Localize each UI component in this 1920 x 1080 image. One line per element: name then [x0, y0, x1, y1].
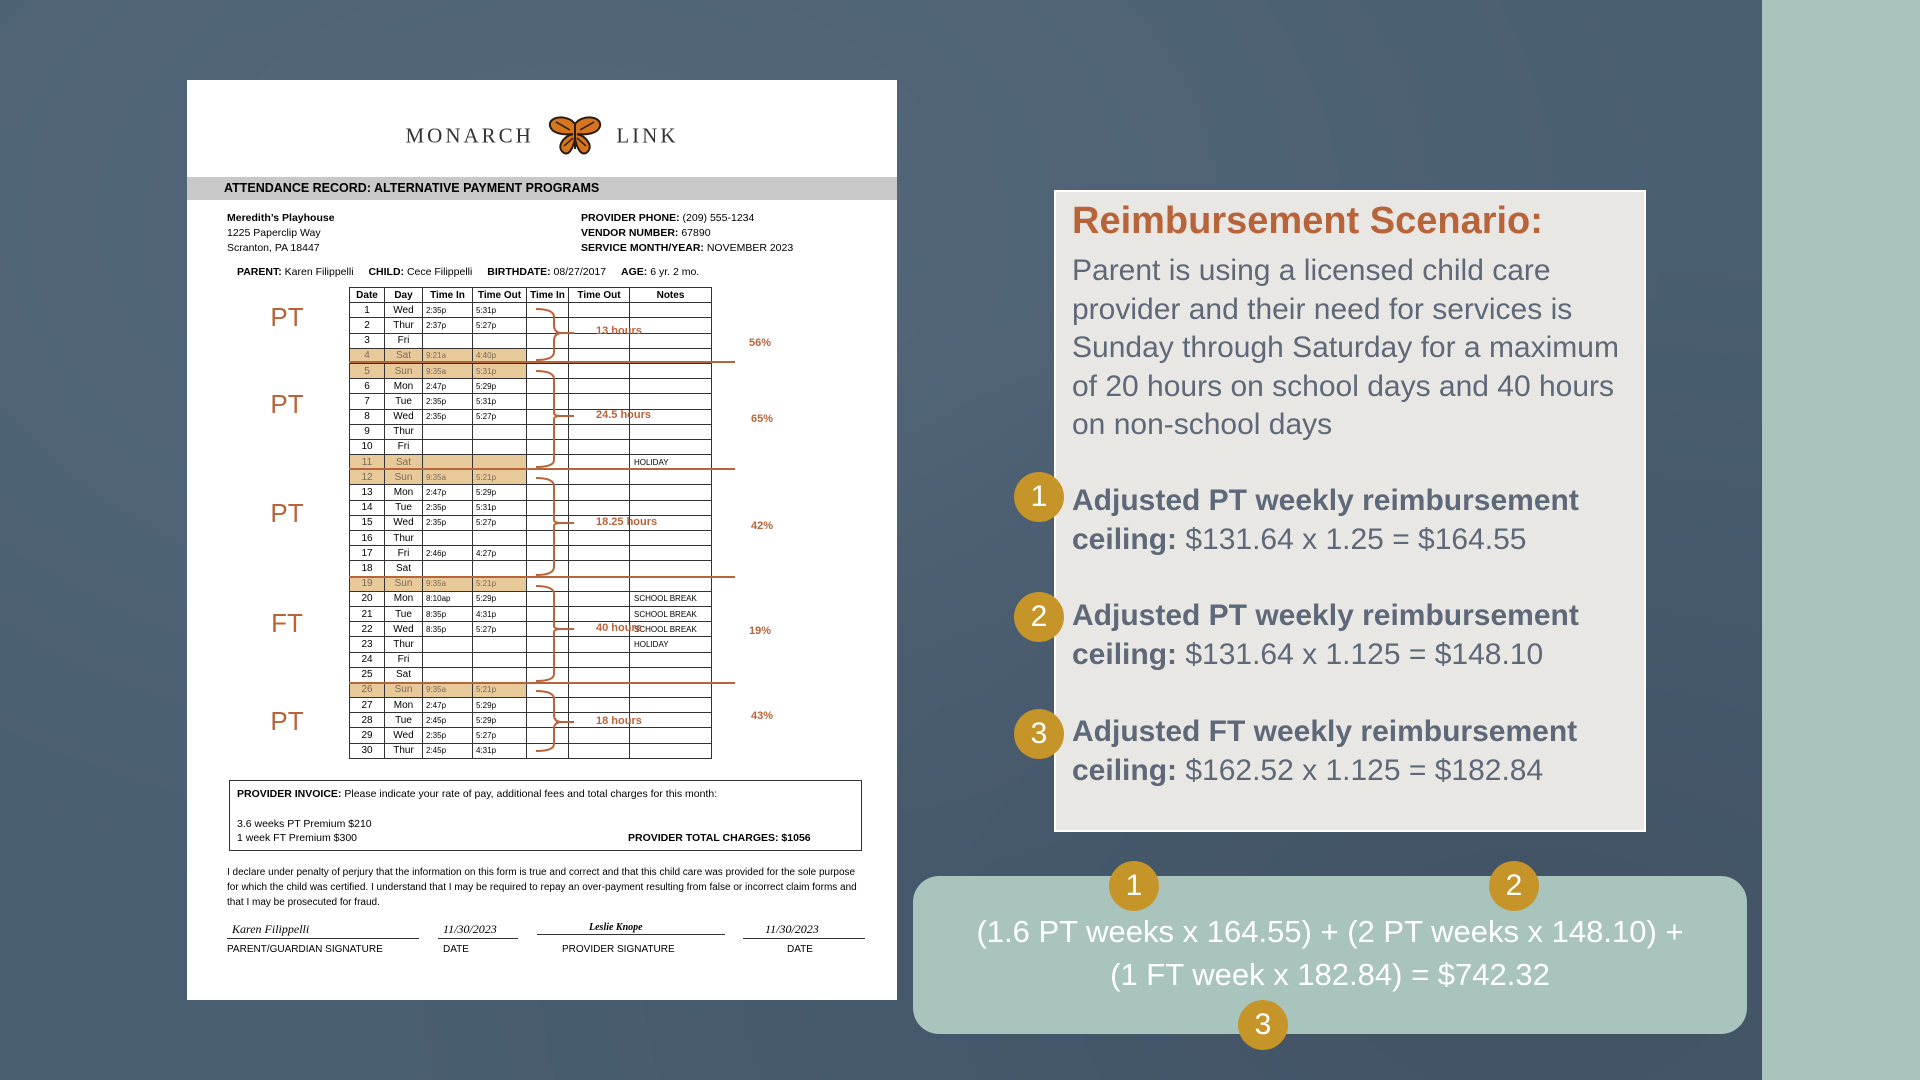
cell-in: 8:35p [423, 606, 473, 621]
cell-date: 3 [350, 333, 385, 348]
cell-out: 5:27p [473, 728, 527, 743]
cell-day: Wed [385, 728, 423, 743]
declaration-text: I declare under penalty of perjury that the information on this form is true and correct and that this child care was provided for the sole purpose for which the child was certified. I understand that I may be required to repay an over-payment resulting from false or incorrect claim forms and that I may be prosecuted for fraud. [227, 867, 857, 908]
cell-note [630, 470, 712, 485]
cell-date: 10 [350, 439, 385, 454]
cell-empty [527, 333, 569, 348]
cell-date: 8 [350, 409, 385, 424]
cell-in: 2:47p [423, 698, 473, 713]
cell-empty [527, 652, 569, 667]
cell-date: 28 [350, 713, 385, 728]
cell-empty [527, 500, 569, 515]
cell-day: Fri [385, 333, 423, 348]
cell-note: HOLIDAY [630, 637, 712, 652]
cell-day: Wed [385, 622, 423, 637]
cell-note [630, 379, 712, 394]
cell-empty [569, 606, 630, 621]
cell-in [423, 652, 473, 667]
cell-day: Tue [385, 394, 423, 409]
invoice-total: PROVIDER TOTAL CHARGES: $1056 [628, 832, 811, 844]
cell-in: 2:35p [423, 303, 473, 318]
table-row [350, 303, 712, 318]
cell-date: 27 [350, 698, 385, 713]
cell-date: 17 [350, 546, 385, 561]
cell-empty [527, 318, 569, 333]
cell-in: 9:35a [423, 682, 473, 697]
cell-empty [527, 424, 569, 439]
sig-caption: DATE [787, 944, 813, 955]
attendance-document [187, 80, 897, 1000]
column-header: Time Out [569, 288, 630, 303]
table-row [350, 728, 712, 743]
cell-empty [569, 698, 630, 713]
cell-day: Sun [385, 470, 423, 485]
cell-day: Thur [385, 531, 423, 546]
week-type-label: PT [270, 302, 304, 332]
cell-empty [527, 455, 569, 470]
table-row [350, 455, 712, 470]
cell-day: Thur [385, 318, 423, 333]
cell-out [473, 333, 527, 348]
cell-out [473, 424, 527, 439]
cell-day: Tue [385, 606, 423, 621]
week-type-label: PT [270, 498, 304, 528]
cell-in: 2:45p [423, 743, 473, 758]
cell-in [423, 424, 473, 439]
cell-empty [569, 546, 630, 561]
cell-out: 5:21p [473, 470, 527, 485]
card-description: Parent is using a licensed child care provider and their need for services is Sunday through Saturday for a maximum of 20 hours on school days and 40 hours on non-school days [1072, 254, 1619, 441]
formula-text: (1.6 PT weeks x 164.55) + (2 PT weeks x 148.10) + (1 FT week x 182.84) = $742.32 [976, 914, 1684, 992]
cell-date: 6 [350, 379, 385, 394]
cell-day: Thur [385, 424, 423, 439]
provider-signature: Leslie Knope [537, 922, 725, 935]
cell-empty [569, 576, 630, 591]
cell-in: 2:46p [423, 546, 473, 561]
provider-details: PROVIDER PHONE: (209) 555-1234 VENDOR NUMBER: 67890 SERVICE MONTH/YEAR: NOVEMBER 2023 [581, 212, 794, 254]
attendance-table-wrap [349, 287, 712, 759]
cell-day: Mon [385, 591, 423, 606]
cell-empty [569, 637, 630, 652]
parent-sign-date: 11/30/2023 [438, 922, 518, 939]
cell-out [473, 667, 527, 682]
cell-in [423, 439, 473, 454]
cell-date: 20 [350, 591, 385, 606]
column-header: Time In [423, 288, 473, 303]
table-row [350, 576, 712, 591]
cell-out: 5:31p [473, 303, 527, 318]
cell-empty [569, 439, 630, 454]
cell-empty [527, 728, 569, 743]
week-type-label: FT [271, 608, 303, 638]
cell-empty [527, 576, 569, 591]
cell-date: 23 [350, 637, 385, 652]
cell-day: Mon [385, 379, 423, 394]
column-header: Day [385, 288, 423, 303]
cell-empty [527, 591, 569, 606]
cell-empty [527, 394, 569, 409]
table-row [350, 318, 712, 333]
week-hours-label: 18.25 hours [596, 516, 658, 528]
cell-out: 4:31p [473, 606, 527, 621]
number-badge: 1 [1109, 861, 1159, 911]
cell-day: Sun [385, 576, 423, 591]
ceiling-calc-1: Adjusted PT weekly reimbursement ceiling: $131.64 x 1.25 = $164.55 [1072, 484, 1579, 556]
week-percent: 19% [749, 625, 772, 637]
week-percent: 42% [751, 520, 774, 532]
cell-note [630, 439, 712, 454]
cell-in: 8:10ap [423, 591, 473, 606]
cell-out: 4:40p [473, 348, 527, 363]
cell-date: 4 [350, 348, 385, 363]
cell-note [630, 561, 712, 576]
table-row [350, 698, 712, 713]
cell-day: Thur [385, 743, 423, 758]
cell-day: Sat [385, 561, 423, 576]
cell-out: 4:31p [473, 743, 527, 758]
table-row [350, 485, 712, 500]
cell-out: 4:27p [473, 546, 527, 561]
cell-out [473, 637, 527, 652]
cell-note [630, 500, 712, 515]
cell-day: Fri [385, 439, 423, 454]
cell-in: 2:35p [423, 728, 473, 743]
cell-empty [569, 500, 630, 515]
cell-date: 2 [350, 318, 385, 333]
table-row [350, 515, 712, 530]
child-info: PARENT: Karen Filippelli CHILD: Cece Filippelli BIRTHDATE: 08/27/2017 AGE: 6 yr. 2 mo. [237, 266, 700, 278]
number-badge: 1 [1014, 472, 1064, 522]
cell-note [630, 667, 712, 682]
week-percent: 43% [751, 710, 774, 722]
week-hours-label: 24.5 hours [596, 409, 652, 421]
cell-in: 2:47p [423, 379, 473, 394]
cell-empty [527, 606, 569, 621]
cell-in: 2:45p [423, 713, 473, 728]
cell-out: 5:21p [473, 576, 527, 591]
cell-date: 16 [350, 531, 385, 546]
cell-in: 2:47p [423, 485, 473, 500]
cell-date: 14 [350, 500, 385, 515]
cell-in: 2:35p [423, 515, 473, 530]
column-header: Time Out [473, 288, 527, 303]
cell-note: SCHOOL BREAK [630, 591, 712, 606]
cell-note [630, 682, 712, 697]
table-row [350, 333, 712, 348]
cell-in: 2:35p [423, 409, 473, 424]
cell-empty [569, 561, 630, 576]
card-title: Reimbursement Scenario: [1072, 200, 1543, 242]
cell-empty [569, 743, 630, 758]
cell-in: 9:35a [423, 470, 473, 485]
cell-empty [527, 667, 569, 682]
butterfly-icon [546, 116, 604, 156]
number-badge: 2 [1489, 861, 1539, 911]
cell-in [423, 333, 473, 348]
cell-empty [527, 439, 569, 454]
cell-empty [527, 622, 569, 637]
table-row [350, 470, 712, 485]
cell-date: 30 [350, 743, 385, 758]
attendance-table [349, 287, 712, 759]
cell-out: 5:31p [473, 363, 527, 378]
cell-date: 11 [350, 455, 385, 470]
cell-date: 21 [350, 606, 385, 621]
table-row [350, 439, 712, 454]
week-percent: 65% [751, 413, 774, 425]
parent-signature: Karen Filippelli [227, 922, 419, 939]
cell-note [630, 698, 712, 713]
table-row [350, 424, 712, 439]
table-row [350, 622, 712, 637]
cell-date: 7 [350, 394, 385, 409]
cell-day: Sun [385, 363, 423, 378]
cell-empty [569, 394, 630, 409]
cell-in [423, 455, 473, 470]
cell-day: Tue [385, 500, 423, 515]
cell-empty [527, 348, 569, 363]
cell-in: 2:35p [423, 500, 473, 515]
cell-empty [569, 591, 630, 606]
cell-date: 12 [350, 470, 385, 485]
cell-empty [527, 682, 569, 697]
sig-caption: PROVIDER SIGNATURE [562, 944, 675, 955]
cell-in: 9:35a [423, 363, 473, 378]
cell-empty [569, 667, 630, 682]
table-row [350, 667, 712, 682]
cell-day: Wed [385, 303, 423, 318]
cell-note [630, 394, 712, 409]
cell-out: 5:29p [473, 698, 527, 713]
monarch-link-logo: MONARCH LINK [187, 116, 897, 156]
cell-note [630, 363, 712, 378]
cell-date: 26 [350, 682, 385, 697]
cell-in: 9:21a [423, 348, 473, 363]
cell-date: 22 [350, 622, 385, 637]
cell-out: 5:29p [473, 379, 527, 394]
cell-out: 5:27p [473, 622, 527, 637]
cell-empty [527, 713, 569, 728]
cell-empty [527, 363, 569, 378]
cell-date: 25 [350, 667, 385, 682]
cell-empty [569, 531, 630, 546]
cell-date: 15 [350, 515, 385, 530]
number-badge: 3 [1014, 709, 1064, 759]
provider-address: Meredith’s Playhouse 1225 Paperclip Way Scranton, PA 18447 [227, 212, 335, 254]
cell-date: 19 [350, 576, 385, 591]
column-header: Notes [630, 288, 712, 303]
cell-date: 29 [350, 728, 385, 743]
cell-date: 13 [350, 485, 385, 500]
cell-empty [569, 363, 630, 378]
number-badge: 2 [1014, 592, 1064, 642]
week-percent: 56% [749, 337, 772, 349]
column-header: Date [350, 288, 385, 303]
cell-empty [527, 698, 569, 713]
cell-in [423, 637, 473, 652]
cell-out: 5:27p [473, 318, 527, 333]
cell-note: SCHOOL BREAK [630, 622, 712, 637]
cell-in: 9:35a [423, 576, 473, 591]
cell-out: 5:31p [473, 500, 527, 515]
cell-day: Wed [385, 515, 423, 530]
sig-caption: DATE [443, 944, 469, 955]
cell-date: 1 [350, 303, 385, 318]
cell-note [630, 728, 712, 743]
cell-empty [569, 303, 630, 318]
table-row [350, 379, 712, 394]
cell-note [630, 424, 712, 439]
table-row [350, 363, 712, 378]
cell-in: 2:35p [423, 394, 473, 409]
cell-empty [527, 485, 569, 500]
cell-out [473, 561, 527, 576]
cell-date: 18 [350, 561, 385, 576]
week-hours-label: 18 hours [596, 715, 642, 727]
cell-empty [527, 303, 569, 318]
provider-sign-date: 11/30/2023 [743, 922, 865, 939]
cell-out: 5:27p [473, 409, 527, 424]
cell-out: 5:29p [473, 713, 527, 728]
cell-empty [569, 379, 630, 394]
cell-day: Sun [385, 682, 423, 697]
ceiling-calc-3: Adjusted FT weekly reimbursement ceiling: $162.52 x 1.125 = $182.84 [1072, 715, 1578, 787]
cell-day: Mon [385, 698, 423, 713]
cell-empty [569, 652, 630, 667]
cell-day: Sat [385, 455, 423, 470]
ceiling-calc-2: Adjusted PT weekly reimbursement ceiling: $131.64 x 1.125 = $148.10 [1072, 599, 1579, 671]
attendance-banner: ATTENDANCE RECORD: ALTERNATIVE PAYMENT PROGRAMS [187, 177, 897, 200]
cell-day: Sat [385, 667, 423, 682]
cell-note [630, 303, 712, 318]
cell-date: 5 [350, 363, 385, 378]
cell-empty [527, 379, 569, 394]
cell-note [630, 546, 712, 561]
cell-out: 5:21p [473, 682, 527, 697]
cell-out [473, 531, 527, 546]
table-row [350, 348, 712, 363]
total-formula [913, 876, 1747, 1034]
cell-empty [569, 485, 630, 500]
table-row [350, 743, 712, 758]
number-badge: 3 [1238, 1000, 1288, 1050]
cell-out: 5:29p [473, 485, 527, 500]
cell-day: Thur [385, 637, 423, 652]
week-type-label: PT [270, 706, 304, 736]
week-hours-label: 40 hours [596, 622, 642, 634]
cell-empty [569, 682, 630, 697]
provider-invoice: PROVIDER INVOICE: Please indicate your rate of pay, additional fees and total charges for this month: 3.6 weeks PT Premium $210 1 week FT Premium $300 PROVIDER TOTAL CHARGES: $1056 [229, 780, 862, 851]
cell-out: 5:27p [473, 515, 527, 530]
table-row [350, 561, 712, 576]
table-header [350, 288, 712, 303]
cell-day: Mon [385, 485, 423, 500]
cell-in [423, 561, 473, 576]
cell-note [630, 576, 712, 591]
table-row [350, 546, 712, 561]
reimbursement-card [1054, 190, 1646, 832]
cell-empty [569, 348, 630, 363]
table-row [350, 637, 712, 652]
cell-empty [527, 470, 569, 485]
sig-caption: PARENT/GUARDIAN SIGNATURE [227, 944, 383, 955]
cell-in [423, 531, 473, 546]
table-row [350, 500, 712, 515]
cell-note: HOLIDAY [630, 455, 712, 470]
table-row [350, 409, 712, 424]
table-row [350, 531, 712, 546]
cell-out: 5:29p [473, 591, 527, 606]
cell-empty [527, 531, 569, 546]
cell-note [630, 531, 712, 546]
cell-date: 9 [350, 424, 385, 439]
cell-day: Sat [385, 348, 423, 363]
week-type-label: PT [270, 389, 304, 419]
cell-empty [569, 728, 630, 743]
cell-day: Tue [385, 713, 423, 728]
cell-in [423, 667, 473, 682]
column-header: Time In [527, 288, 569, 303]
cell-note: SCHOOL BREAK [630, 606, 712, 621]
table-row [350, 591, 712, 606]
cell-note [630, 652, 712, 667]
table-row [350, 394, 712, 409]
cell-in: 8:35p [423, 622, 473, 637]
side-accent-strip [1762, 0, 1920, 1080]
cell-out [473, 455, 527, 470]
cell-day: Fri [385, 652, 423, 667]
cell-day: Wed [385, 409, 423, 424]
cell-empty [569, 455, 630, 470]
cell-out [473, 652, 527, 667]
cell-empty [527, 637, 569, 652]
cell-day: Fri [385, 546, 423, 561]
cell-empty [527, 515, 569, 530]
table-row [350, 713, 712, 728]
cell-in: 2:37p [423, 318, 473, 333]
cell-empty [569, 424, 630, 439]
cell-out: 5:31p [473, 394, 527, 409]
table-row [350, 682, 712, 697]
cell-empty [569, 470, 630, 485]
cell-empty [527, 561, 569, 576]
table-row [350, 606, 712, 621]
table-row [350, 652, 712, 667]
week-hours-label: 13 hours [596, 325, 642, 337]
cell-empty [527, 409, 569, 424]
cell-note [630, 485, 712, 500]
cell-date: 24 [350, 652, 385, 667]
cell-empty [527, 546, 569, 561]
cell-note [630, 348, 712, 363]
cell-empty [527, 743, 569, 758]
cell-out [473, 439, 527, 454]
cell-note [630, 743, 712, 758]
